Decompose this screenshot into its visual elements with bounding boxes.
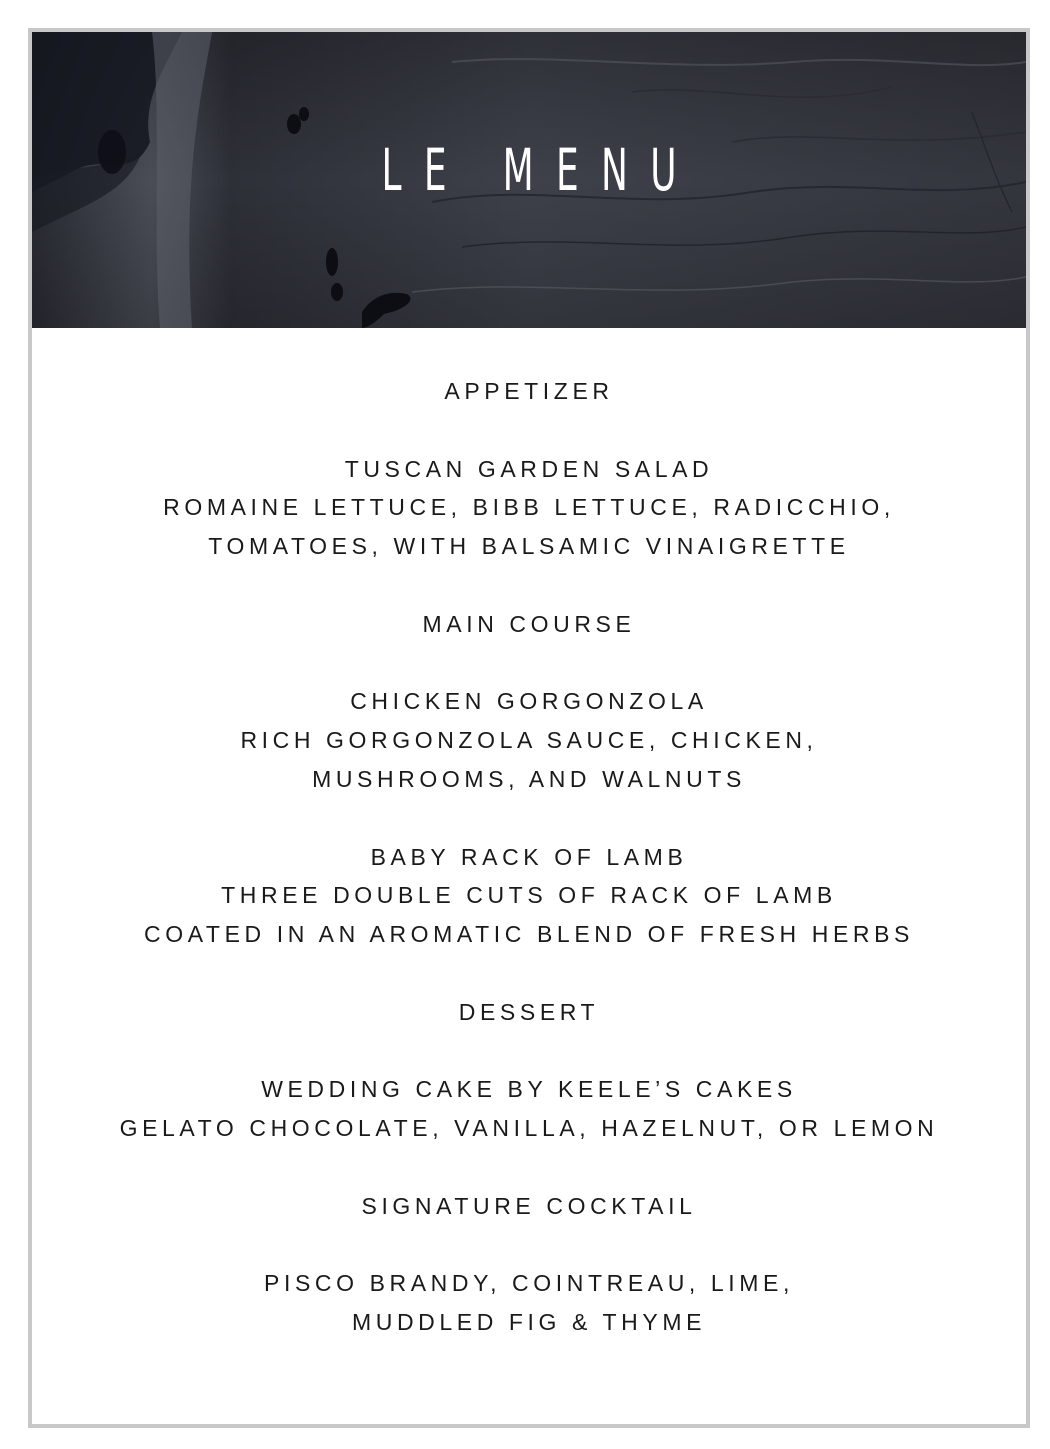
dish-name: CHICKEN GORGONZOLA	[350, 688, 708, 715]
dish-description: ROMAINE LETTUCE, BIBB LETTUCE, RADICCHIO,	[163, 494, 895, 521]
menu-card	[28, 28, 1030, 1428]
dish-description: COATED IN AN AROMATIC BLEND OF FRESH HERBS	[144, 921, 914, 948]
spacer	[32, 411, 1026, 450]
dish-description: TOMATOES, WITH BALSAMIC VINAIGRETTE	[208, 533, 850, 560]
dish-description: MUSHROOMS, AND WALNUTS	[312, 765, 746, 792]
dish-name: WEDDING CAKE BY KEELE’S CAKES	[261, 1076, 797, 1103]
marble-header	[32, 32, 1026, 328]
section-heading-signature-cocktail: SIGNATURE COCKTAIL	[361, 1192, 697, 1219]
dish-description: GELATO CHOCOLATE, VANILLA, HAZELNUT, OR LEMON	[119, 1115, 939, 1142]
spacer	[32, 1148, 1026, 1187]
dish-description: PISCO BRANDY, COINTREAU, LIME,	[264, 1270, 794, 1297]
dish-name: TUSCAN GARDEN SALAD	[344, 455, 714, 482]
spacer	[32, 1226, 1026, 1265]
dish-description: THREE DOUBLE CUTS OF RACK OF LAMB	[221, 882, 837, 909]
menu-body	[32, 372, 1026, 1342]
dish-description: RICH GORGONZOLA SAUCE, CHICKEN,	[240, 727, 818, 754]
spacer	[32, 644, 1026, 683]
spacer	[32, 1032, 1026, 1071]
spacer	[32, 954, 1026, 993]
spacer	[32, 799, 1026, 838]
dish-description: MUDDLED FIG & THYME	[351, 1309, 707, 1336]
section-heading-main-course: MAIN COURSE	[422, 610, 636, 637]
spacer	[32, 566, 1026, 605]
section-heading-appetizer: APPETIZER	[444, 378, 614, 404]
menu-title: LE MENU	[381, 136, 699, 204]
section-heading-dessert: DESSERT	[458, 998, 600, 1025]
dish-name: BABY RACK OF LAMB	[370, 843, 688, 870]
